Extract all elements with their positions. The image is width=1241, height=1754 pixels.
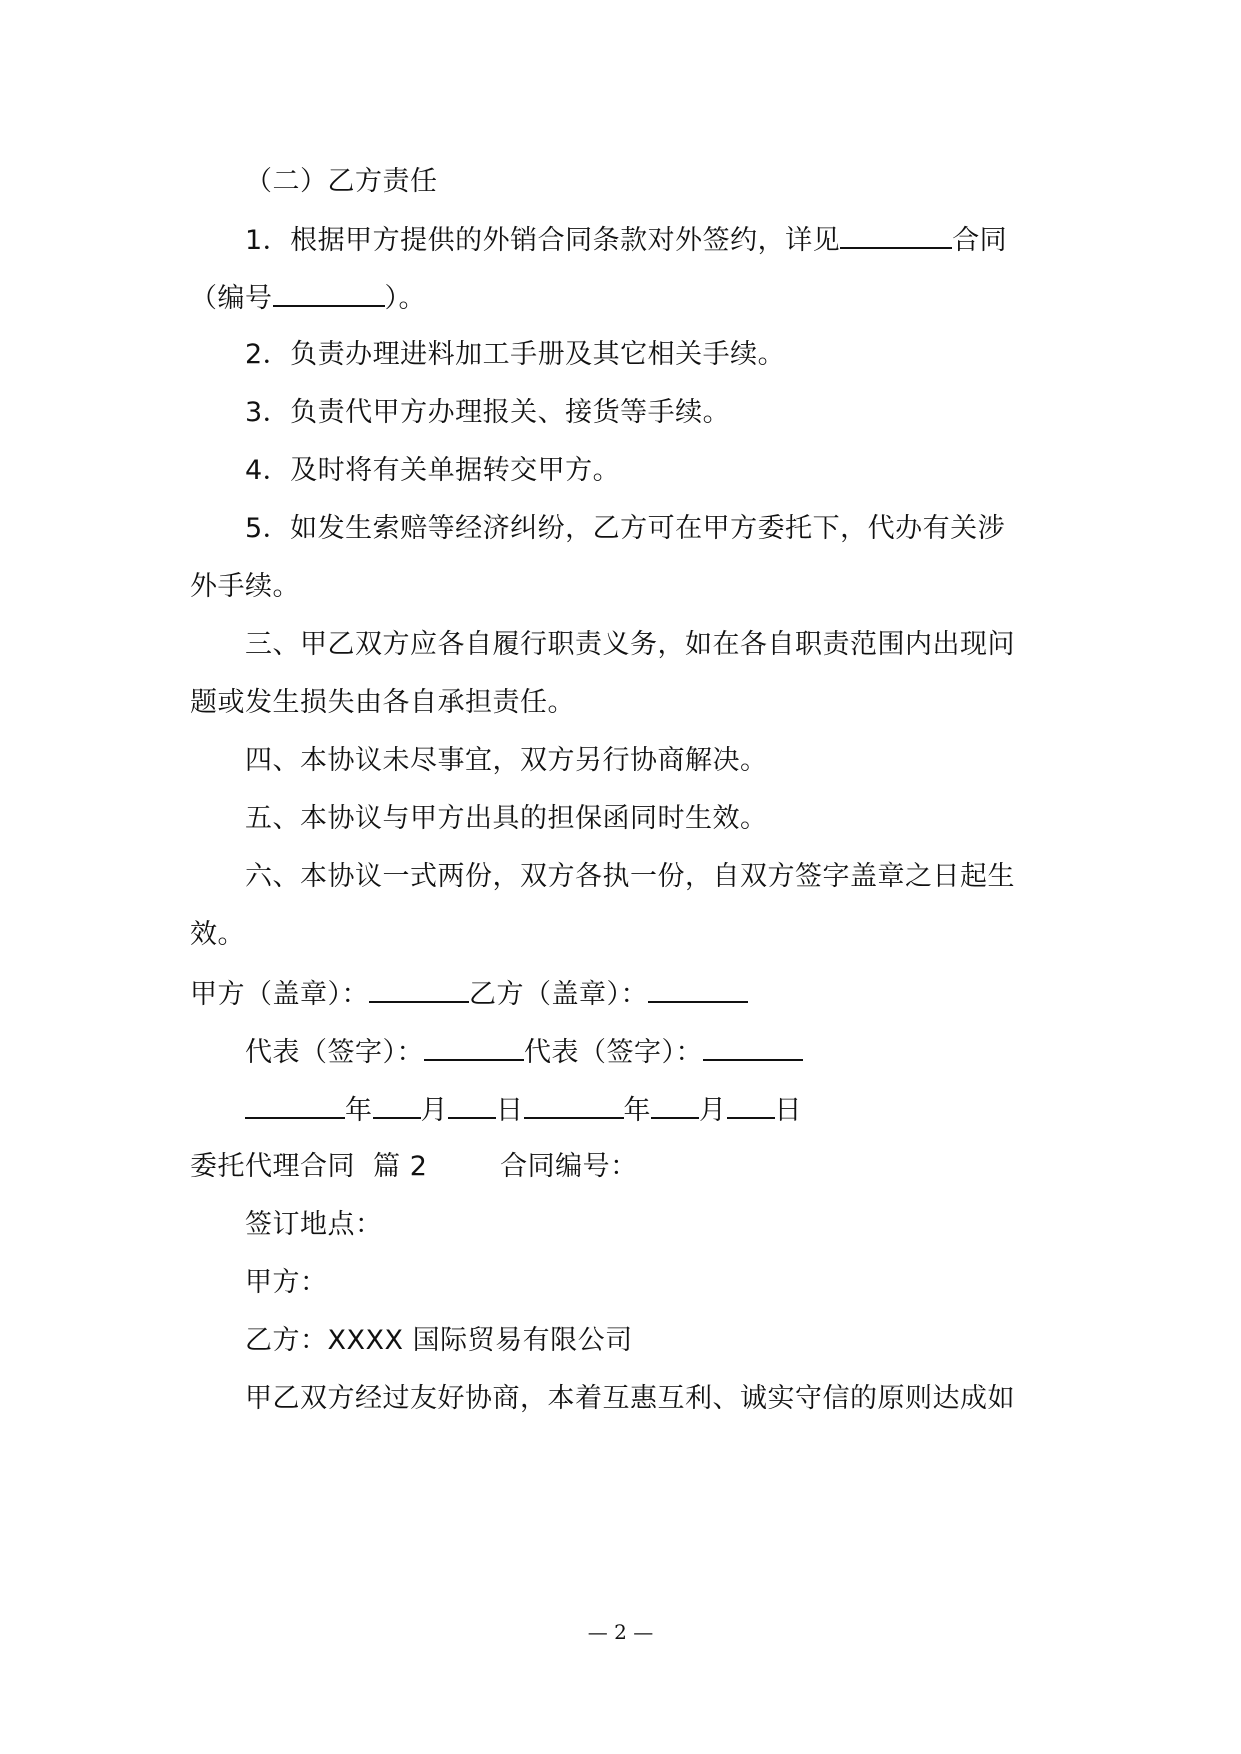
- clause-4: 4．及时将有关单据转交甲方。: [245, 455, 621, 486]
- month-label: 月: [420, 1095, 448, 1126]
- party-a-rep-label: 代表（签字）：: [245, 1037, 424, 1068]
- section-heading-party-b-duties: （二）乙方责任: [245, 166, 438, 197]
- article-3-line-2: 题或发生损失由各自承担责任。: [190, 687, 575, 718]
- party-a-rep-blank: [424, 1029, 524, 1061]
- party-b-year-blank: [524, 1087, 624, 1119]
- day-label: 日: [496, 1095, 524, 1126]
- year-label: 年: [623, 1095, 651, 1126]
- party-b-rep-label: 代表（签字）：: [524, 1037, 703, 1068]
- article-6-line-1: 六、本协议一式两份，双方各执一份，自双方签字盖章之日起生: [245, 861, 1015, 892]
- party-a-month-blank: [373, 1087, 421, 1119]
- number-label: （编号: [190, 283, 273, 314]
- article-6-line-2: 效。: [190, 919, 245, 950]
- preamble-line: 甲乙双方经过友好协商，本着互惠互利、诚实守信的原则达成如: [245, 1383, 1015, 1414]
- clause-5-line-2: 外手续。: [190, 571, 300, 602]
- party-a-line: 甲方：: [245, 1267, 328, 1298]
- clause-1-line-2: [190, 275, 426, 319]
- number-suffix: ）。: [384, 283, 426, 314]
- party-a-seal-blank: [369, 971, 469, 1003]
- party-b-seal-blank: [648, 971, 748, 1003]
- year-label: 年: [345, 1095, 373, 1126]
- party-b-rep-blank: [703, 1029, 803, 1061]
- clause-3: 3．负责代甲方办理报关、接货等手续。: [245, 397, 731, 428]
- clause-2: 2．负责办理进料加工手册及其它相关手续。: [245, 339, 786, 370]
- page-number: — 2 —: [587, 1620, 654, 1644]
- signing-place: 签订地点：: [245, 1209, 383, 1240]
- party-a-year-blank: [245, 1087, 345, 1119]
- month-label: 月: [699, 1095, 727, 1126]
- article-5: 五、本协议与甲方出具的担保函同时生效。: [245, 803, 768, 834]
- party-a-seal-label: 甲方（盖章）：: [190, 979, 369, 1010]
- contract-blank: [840, 217, 952, 249]
- article-4: 四、本协议未尽事宜，双方另行协商解决。: [245, 745, 768, 776]
- party-b-day-blank: [727, 1087, 775, 1119]
- party-b-month-blank: [651, 1087, 699, 1119]
- party-b-seal-label: 乙方（盖章）：: [469, 979, 648, 1010]
- seal-line: [190, 971, 748, 1015]
- contract-number-blank: [273, 275, 385, 307]
- article-3-line-1: 三、甲乙双方应各自履行职责义务，如在各自职责范围内出现问: [245, 629, 1015, 660]
- clause-1-line-1: [245, 217, 1007, 261]
- day-label: 日: [774, 1095, 802, 1126]
- date-line: [245, 1087, 802, 1131]
- clause-1-suffix: 合同: [952, 225, 1008, 256]
- party-b-line: 乙方：XXXX 国际贸易有限公司: [245, 1325, 633, 1356]
- contract-2-title: 委托代理合同 篇 2 合同编号：: [190, 1151, 638, 1182]
- party-a-day-blank: [448, 1087, 496, 1119]
- signature-line: [245, 1029, 803, 1073]
- clause-5-line-1: 5．如发生索赔等经济纠纷，乙方可在甲方委托下，代办有关涉: [245, 513, 1006, 544]
- clause-1-text: 1．根据甲方提供的外销合同条款对外签约，详见: [245, 225, 841, 256]
